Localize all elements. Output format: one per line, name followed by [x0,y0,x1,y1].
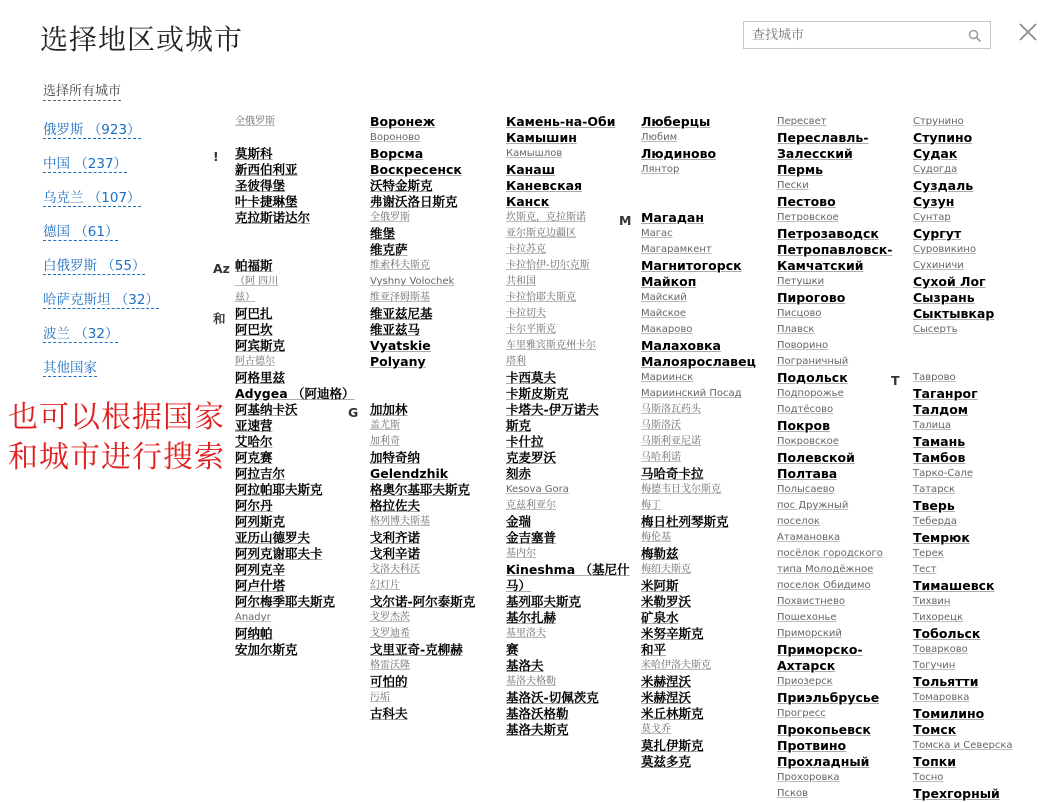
city-link-minor[interactable]: Магарамкент [641,244,712,255]
city-link-major[interactable]: Камчатский [777,258,864,273]
city-link-major[interactable]: Малоярославец [641,354,756,369]
city-link-major[interactable]: 基尔扎赫 [506,610,557,625]
city-link-major[interactable]: 可怕的 [370,674,408,689]
city-link-minor[interactable]: Струнино [913,116,964,127]
city-link-major[interactable]: Камень-на-Оби [506,114,616,129]
city-link-major[interactable]: Петрозаводск [777,226,879,241]
city-link-major[interactable]: Полевской [777,450,855,465]
city-link-minor[interactable]: 兹） [235,292,255,303]
city-link-minor[interactable]: Любим [641,132,678,143]
city-link-major[interactable]: Трехгорный [913,786,1000,801]
city-link-major[interactable]: 艾哈尔 [235,434,273,449]
city-link-minor[interactable]: 加利奇 [370,436,400,447]
city-link-major[interactable]: 金吉塞普 [506,530,557,545]
city-link-minor[interactable]: Прохоровка [777,772,840,783]
city-link-major[interactable]: Томск [913,722,957,737]
city-link-major[interactable]: Подольск [777,370,848,385]
city-link-minor[interactable]: типа Молодёжное [777,564,874,575]
city-link-major[interactable]: 阿列斯克 [235,514,286,529]
city-column [619,114,767,770]
city-link-minor[interactable]: Майский [641,292,687,303]
city-link-major[interactable]: 阿列克谢耶夫卡 [235,546,323,561]
page-title: 选择地区或城市 [40,23,244,56]
alphabet-letter: ! [213,149,219,164]
city-link-minor[interactable]: Мариинский Посад [641,388,742,399]
country-label[interactable]: 德国 （61） [43,224,119,240]
city-link-major[interactable]: Ворсма [370,146,424,161]
city-link-minor[interactable]: Поворино [777,340,829,351]
city-link-minor[interactable]: Писцово [777,308,822,319]
city-link-minor[interactable]: Сухиничи [913,260,964,271]
city-link-major[interactable]: 圣彼得堡 [235,178,286,193]
city-link-minor[interactable]: Томаровка [913,692,970,703]
city-link-minor[interactable]: Тогучин [913,660,956,671]
city-link-major[interactable]: Сургут [913,226,962,241]
city-link-major[interactable]: Приморско- [777,642,863,657]
city-link-major[interactable]: 金瑞 [506,514,532,529]
city-link-major[interactable]: 格奥尔基耶夫斯克 [370,482,471,497]
city-link-major[interactable]: Ступино [913,130,973,145]
city-link-major[interactable]: Прокопьевск [777,722,871,737]
city-link-minor[interactable]: Сысерть [913,324,958,335]
city-link-minor[interactable]: 卡尔平斯克 [506,324,556,335]
city-link-minor[interactable]: 卡拉恰耶夫斯克 [506,292,576,303]
city-link-major[interactable]: Пирогово [777,290,846,305]
city-link-major[interactable]: 卡塔夫-伊万诺夫 [506,402,599,417]
city-link-minor[interactable]: Полысаево [777,484,835,495]
city-link-minor[interactable]: Вороново [370,132,421,143]
city-link-minor[interactable]: 梅德韦日戈尔斯克 [641,484,721,495]
city-link-minor[interactable]: Лянтор [641,164,680,175]
city-link-minor[interactable]: Пески [777,180,809,191]
city-link-major[interactable]: Тобольск [913,626,981,641]
city-link-major[interactable]: Каневская [506,178,583,193]
city-column [891,114,1039,802]
city-link-major[interactable]: 马哈奇卡拉 [641,466,704,481]
city-link-major[interactable]: Покров [777,418,830,433]
city-link-major[interactable]: 维亚兹马 [370,322,421,337]
city-link-major[interactable]: 弗谢沃洛日斯克 [370,194,458,209]
city-link-major[interactable]: 克拉斯诺达尔 [235,210,311,225]
country-label[interactable]: 俄罗斯 （923） [43,122,141,138]
city-link-major[interactable]: 米努辛斯克 [641,626,704,641]
city-link-major[interactable]: Приэльбрусье [777,690,880,705]
close-icon[interactable] [1016,20,1040,44]
city-link-minor[interactable]: Пограничный [777,356,849,367]
city-link-minor[interactable]: Пересвет [777,116,827,127]
city-link-major[interactable]: 莫斯科 [235,146,273,161]
city-link-major[interactable]: Судак [913,146,958,161]
city-link-major[interactable]: Талдом [913,402,969,417]
city-link-minor[interactable]: Томска и Северска [913,740,1013,751]
alphabet-letter: 和 [213,311,226,326]
city-link-major[interactable]: 克麦罗沃 [506,450,557,465]
city-link-minor[interactable]: поселок Обидимо [777,580,871,591]
city-link-minor[interactable]: пос Дружный [777,500,849,511]
city-link-minor[interactable]: 盖尤斯 [370,420,400,431]
city-link-minor[interactable]: 共和国 [506,276,536,287]
country-label[interactable]: 波兰 （32） [43,326,119,342]
alphabet-letter: G [348,405,359,420]
country-label[interactable]: 中国 （237） [43,156,128,172]
city-link-minor[interactable]: Приморский [777,628,842,639]
city-link-minor[interactable]: Тихвин [913,596,951,607]
city-search-input[interactable] [744,22,962,48]
search-icon[interactable] [968,29,982,43]
city-link-major[interactable]: Тамань [913,434,966,449]
country-label[interactable]: 其他国家 [43,360,97,376]
spacer [913,338,1039,354]
city-link-major[interactable]: 和平 [641,642,667,657]
annotation-line: 也可以根据国家 [8,400,225,435]
city-link-major[interactable]: 安加尔斯克 [235,642,298,657]
city-link-minor[interactable]: Тихорецк [913,612,963,623]
city-link-minor[interactable]: （阿 四川 [235,276,279,287]
city-link-major[interactable]: 亚速营 [235,418,273,433]
city-link-major[interactable]: Воскресенск [370,162,462,177]
city-link-major[interactable]: Канск [506,194,550,209]
city-link-major[interactable]: 帕福斯 [235,258,273,273]
city-link-minor[interactable]: 卡拉苏克 [506,244,546,255]
country-item-belarus[interactable] [43,258,193,292]
city-link-minor[interactable]: 卡拉切夫 [506,308,546,319]
city-link-major[interactable]: 刻赤 [506,466,532,481]
city-link-major[interactable]: 沃特金斯克 [370,178,433,193]
city-link-major[interactable]: 米勒罗沃 [641,594,692,609]
city-link-major[interactable]: Пермь [777,162,824,177]
city-link-major[interactable]: Люберцы [641,114,711,129]
city-link-minor[interactable]: Прогресс [777,708,826,719]
city-link-minor[interactable]: 梅绍夫斯克 [641,564,691,575]
spacer [641,178,767,194]
city-link-major[interactable]: Залесский [777,146,853,161]
city-link-major[interactable]: 格拉佐夫 [370,498,421,513]
country-list [43,122,193,394]
country-item-kazakhstan[interactable] [43,292,193,326]
city-link-major[interactable]: Петропавловск- [777,242,893,257]
city-link-major[interactable]: Томилино [913,706,985,721]
country-label[interactable]: 乌克兰 （107） [43,190,141,206]
city-link-major[interactable]: Магнитогорск [641,258,742,273]
spacer [913,354,1039,370]
city-link-minor[interactable]: 全俄罗斯 [235,116,275,127]
city-link-minor[interactable]: Таврово [913,372,956,383]
city-link-major[interactable]: 阿巴扎 [235,306,273,321]
city-link-major[interactable]: Малаховка [641,338,721,353]
city-link-major[interactable]: Прохладный [777,754,870,769]
city-link-major[interactable]: 维亚兹尼基 [370,306,433,321]
spacer [235,226,361,242]
city-search-box[interactable] [743,21,991,49]
city-link-major[interactable]: 阿克赛 [235,450,273,465]
select-all-cities-link[interactable]: 选择所有城市 [43,80,121,101]
city-link-minor[interactable]: Судогда [913,164,958,175]
spacer [370,370,496,386]
city-link-minor[interactable]: Подпорожье [777,388,844,399]
city-link-major[interactable]: 梅日杜列琴斯克 [641,514,729,529]
city-link-major[interactable]: 阿宾斯克 [235,338,286,353]
city-link-major[interactable]: 卡什拉 [506,434,544,449]
city-link-major[interactable]: 矿泉水 [641,610,679,625]
city-link-major[interactable]: Тимашевск [913,578,995,593]
city-link-major[interactable]: Сыктывкар [913,306,995,321]
city-link-major[interactable]: 戈尔诺-阿尔泰斯克 [370,594,476,609]
spacer [235,242,361,258]
city-link-minor[interactable]: 格雷沃隆 [370,660,410,671]
city-link-minor[interactable]: 污垢 [370,692,390,703]
city-link-major[interactable]: Сухой Лог [913,274,986,289]
country-label[interactable]: 哈萨克斯坦 （32） [43,292,159,308]
city-link-major[interactable]: 基洛沃格勒 [506,706,569,721]
city-link-major[interactable]: 基列耶夫斯克 [506,594,582,609]
city-link-major[interactable]: Магадан [641,210,705,225]
spacer [370,386,496,402]
city-link-minor[interactable]: Мариинск [641,372,694,383]
city-link-major[interactable]: 阿巴坎 [235,322,273,337]
city-link-minor[interactable]: Сунтар [913,212,951,223]
city-link-minor[interactable]: 基内尔 [506,548,536,559]
city-link-minor[interactable]: 戈罗迪希 [370,628,410,639]
city-link-minor[interactable]: Магас [641,228,673,239]
city-link-major[interactable]: Ахтарск [777,658,836,673]
city-link-major[interactable]: Сызрань [913,290,975,305]
city-link-minor[interactable]: Товарково [913,644,968,655]
city-link-major[interactable]: 基洛夫 [506,658,544,673]
city-link-major[interactable]: 维克萨 [370,242,408,257]
city-link-major[interactable]: 戈利齐诺 [370,530,421,545]
spacer [235,130,361,146]
alphabet-letter: Az [213,261,230,276]
city-link-minor[interactable]: 维亚泽姆斯基 [370,292,430,303]
city-link-minor[interactable]: 马斯洛沃 [641,420,681,431]
city-link-major[interactable]: 叶卡捷琳堡 [235,194,298,209]
city-link-minor[interactable]: 马斯利亚尼诺 [641,436,701,447]
country-item-ukraine[interactable] [43,190,193,224]
city-link-major[interactable]: Polyany [370,354,426,369]
city-link-minor[interactable]: 卡拉恰伊-切尔克斯 [506,260,590,271]
country-item-poland[interactable] [43,326,193,360]
city-link-major[interactable]: Топки [913,754,956,769]
city-link-major[interactable]: 维堡 [370,226,396,241]
city-link-minor[interactable]: Anadyr [235,612,271,623]
country-item-germany[interactable] [43,224,193,258]
city-link-major[interactable]: Камышин [506,130,577,145]
city-link-minor[interactable]: 阿古德尔 [235,356,275,367]
city-link-minor[interactable]: Теберда [913,516,957,527]
city-link-minor[interactable]: 戈罗杰茨 [370,612,410,623]
city-link-minor[interactable]: Макарово [641,324,693,335]
city-link-minor[interactable]: 全俄罗斯 [370,212,410,223]
city-link-major[interactable]: Тольятти [913,674,979,689]
city-link-major[interactable]: 莫扎伊斯克 [641,738,704,753]
city-link-major[interactable]: Adygea （阿迪格） [235,386,355,401]
country-label[interactable]: 白俄罗斯 （55） [43,258,146,274]
city-link-minor[interactable]: Атамановка [777,532,841,543]
city-link-minor[interactable]: Петровское [777,212,839,223]
city-link-major[interactable]: 阿拉吉尔 [235,466,286,481]
city-link-major[interactable]: Майкоп [641,274,697,289]
city-link-major[interactable]: Тамбов [913,450,966,465]
city-link-major[interactable]: Суздаль [913,178,974,193]
city-link-minor[interactable]: Vyshny Volochek [370,276,455,287]
city-link-major[interactable]: 基洛夫斯克 [506,722,569,737]
city-link-major[interactable]: 阿列克辛 [235,562,286,577]
city-link-minor[interactable]: 塔利 [506,356,526,367]
city-link-major[interactable]: 米阿斯 [641,578,679,593]
city-link-minor[interactable]: Пошехонье [777,612,837,623]
city-link-minor[interactable]: Плавск [777,324,815,335]
city-link-minor[interactable]: 维索科夫斯克 [370,260,430,271]
city-link-major[interactable]: Полтава [777,466,838,481]
city-link-minor[interactable]: 梅丁 [641,500,661,511]
city-link-major[interactable]: 阿尔梅季耶夫斯克 [235,594,336,609]
city-link-major[interactable]: 亚历山德罗夫 [235,530,311,545]
city-link-major[interactable]: Vyatskie [370,338,431,353]
city-link-minor[interactable]: 梅伦基 [641,532,671,543]
city-link-major[interactable]: 米丘林斯克 [641,706,704,721]
city-link-major[interactable]: 加加林 [370,402,408,417]
annotation-line: 和城市进行搜索 [8,440,225,475]
city-link-minor[interactable]: 克兹利亚尔 [506,500,556,511]
city-link-minor[interactable]: 格列博夫斯基 [370,516,430,527]
city-column [506,114,632,738]
alphabet-letter: T [891,373,900,388]
city-link-major[interactable]: Людиново [641,146,717,161]
city-link-major[interactable]: 斯克 [506,418,532,433]
city-link-minor[interactable]: Похвистнево [777,596,845,607]
city-link-minor[interactable]: Тест [913,564,937,575]
city-link-minor[interactable]: 幻灯片 [370,580,400,591]
city-link-major[interactable]: 基洛沃-切佩茨克 [506,690,599,705]
city-link-major[interactable]: 卡斯皮斯克 [506,386,569,401]
city-link-major[interactable]: Kineshma （基尼什马） [506,562,630,593]
city-link-major[interactable]: 阿卢什塔 [235,578,286,593]
city-link-major[interactable]: 卡西莫夫 [506,370,557,385]
city-link-minor[interactable]: 亚尔斯克边疆区 [506,228,576,239]
city-link-minor[interactable]: посёлок городского [777,548,883,559]
city-link-major[interactable]: Пестово [777,194,836,209]
city-link-major[interactable]: Gelendzhik [370,466,449,481]
city-link-major[interactable]: 莫兹多克 [641,754,692,769]
city-link-minor[interactable]: 米哈伊洛夫斯克 [641,660,711,671]
city-link-major[interactable]: 米赫涅沃 [641,674,692,689]
city-link-major[interactable]: 戈里亚奇-克柳赫 [370,642,463,657]
city-link-minor[interactable]: Псков [777,788,809,799]
city-link-major[interactable]: Таганрог [913,386,978,401]
alphabet-letter: M [619,213,632,228]
city-link-minor[interactable]: Kesova Gora [506,484,569,495]
city-column [213,114,361,658]
city-link-minor[interactable]: Покровское [777,436,839,447]
city-link-minor[interactable]: Приозерск [777,676,833,687]
city-link-minor[interactable]: 车里雅宾斯克州卡尔 [506,340,596,351]
city-link-minor[interactable]: Талица [913,420,952,431]
city-link-minor[interactable]: Татарск [913,484,956,495]
city-link-major[interactable]: 戈利辛诺 [370,546,421,561]
city-link-major[interactable]: 赛 [506,642,519,657]
city-link-major[interactable]: Канаш [506,162,555,177]
city-link-major[interactable]: Протвино [777,738,847,753]
city-column [348,114,496,722]
city-link-major[interactable]: 新西伯利亚 [235,162,298,177]
city-link-minor[interactable]: Камышлов [506,148,563,159]
city-link-minor[interactable]: 戈洛夫科沃 [370,564,420,575]
city-link-minor[interactable]: Суровикино [913,244,976,255]
city-link-minor[interactable]: поселок [777,516,820,527]
city-link-major[interactable]: 古科夫 [370,706,408,721]
city-link-major[interactable]: 阿基纳卡沃 [235,402,298,417]
country-item-russia[interactable] [43,122,193,156]
annotation-overlay [8,398,225,478]
city-link-major[interactable]: 阿拉帕耶夫斯克 [235,482,323,497]
city-link-major[interactable]: 加特奇纳 [370,450,421,465]
city-link-minor[interactable]: 坎斯克，克拉斯诺 [506,212,586,223]
spacer [641,194,767,210]
city-link-major[interactable]: Воронеж [370,114,436,129]
city-link-minor[interactable]: Петушки [777,276,825,287]
city-link-minor[interactable]: Подтёсово [777,404,834,415]
city-link-minor[interactable]: 基里洛夫 [506,628,546,639]
city-link-major[interactable]: 阿纳帕 [235,626,273,641]
city-link-minor[interactable]: 马斯洛瓦药头 [641,404,701,415]
city-link-major[interactable]: Тверь [913,498,955,513]
city-link-minor[interactable]: Майское [641,308,687,319]
city-column [777,114,903,802]
city-link-minor[interactable]: 莫戈乔 [641,724,671,735]
city-link-minor[interactable]: Тосно [913,772,944,783]
city-link-minor[interactable]: Терек [913,548,944,559]
country-item-china[interactable] [43,156,193,190]
city-link-major[interactable]: Сузун [913,194,955,209]
city-link-minor[interactable]: Тарко-Сале [913,468,974,479]
city-link-minor[interactable]: 马哈利诺 [641,452,681,463]
city-link-minor[interactable]: 基洛夫格勒 [506,676,556,687]
city-link-major[interactable]: Переславль- [777,130,869,145]
city-link-major[interactable]: 梅勒兹 [641,546,679,561]
city-link-major[interactable]: 米赫涅沃 [641,690,692,705]
country-item-other[interactable] [43,360,193,394]
city-link-major[interactable]: Темрюк [913,530,970,545]
city-link-major[interactable]: 阿格里兹 [235,370,286,385]
city-link-major[interactable]: 阿尔丹 [235,498,273,513]
